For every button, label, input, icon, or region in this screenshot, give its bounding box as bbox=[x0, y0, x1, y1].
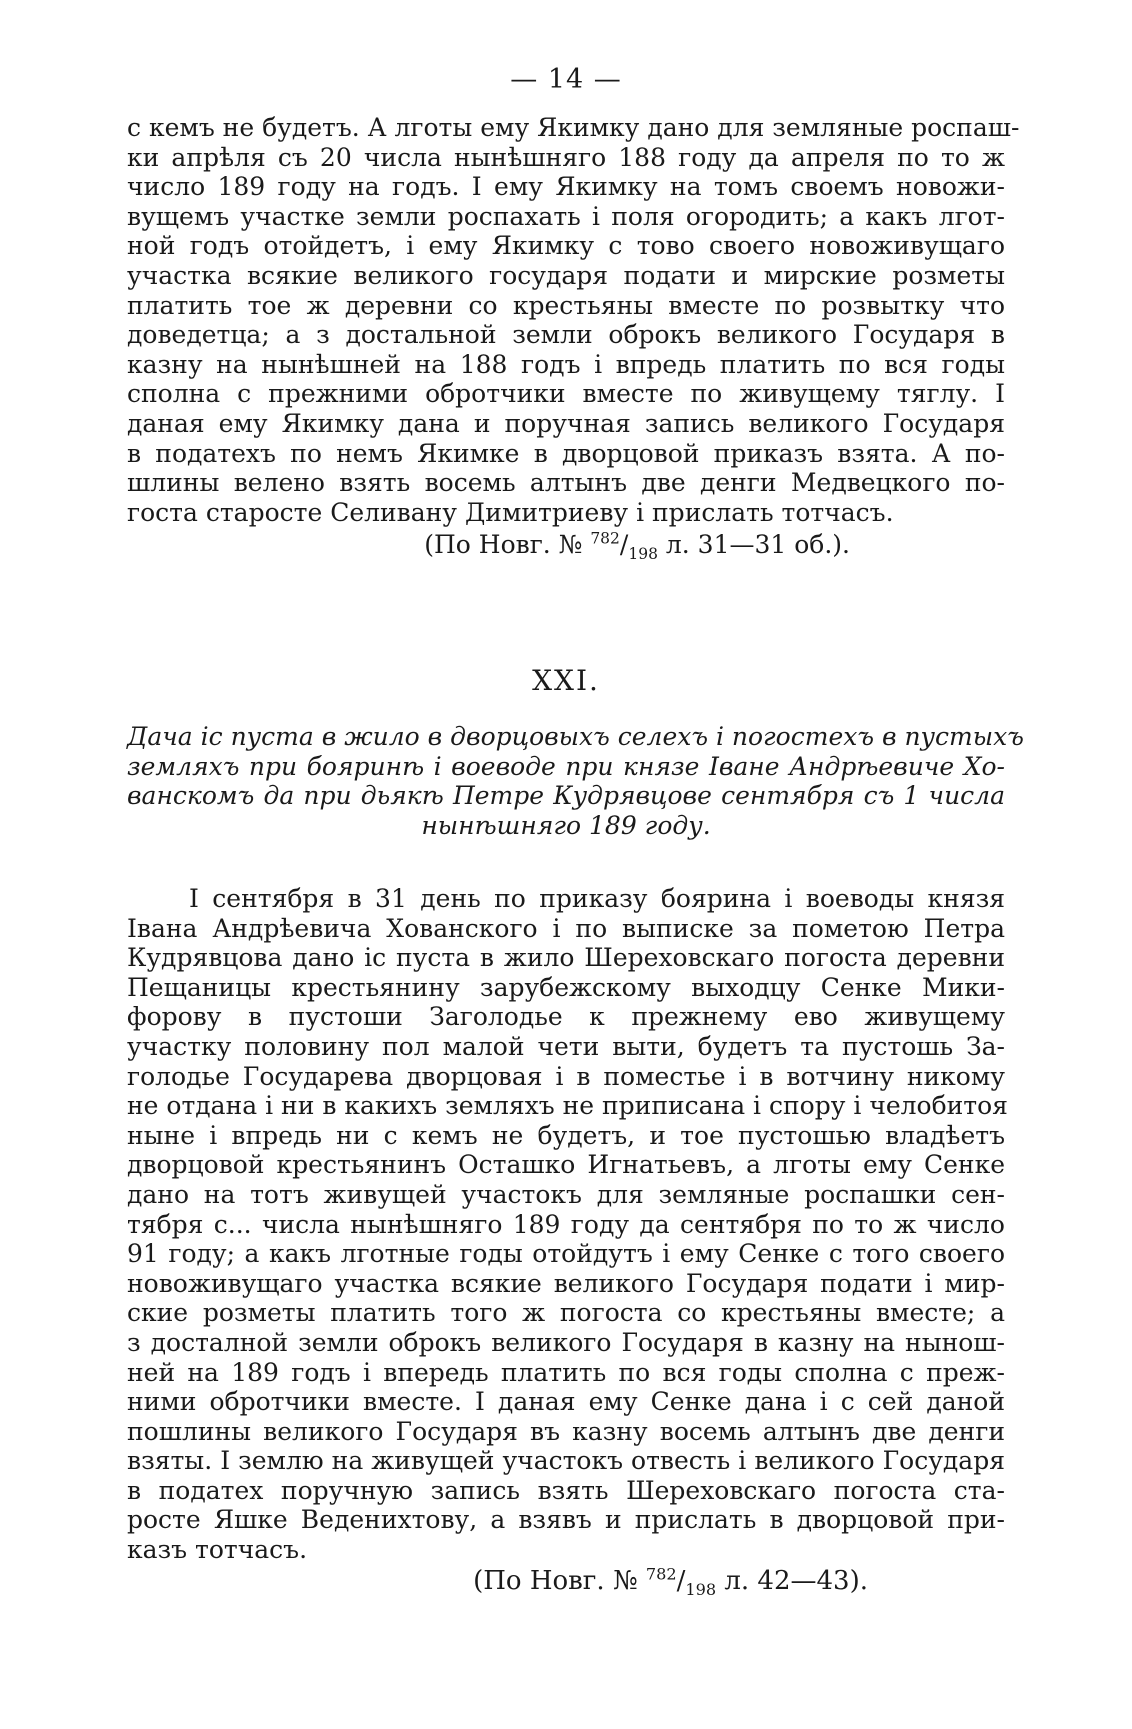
text-line: Івана Андрѣевича Хованского і по выписке за пометою Петра bbox=[127, 913, 1005, 943]
text-line: Кудрявцова дано іс пуста в жило Шереховскаго погоста деревни bbox=[127, 943, 1005, 973]
text-line: даная ему Якимку дана и поручная запись великого Государя bbox=[127, 408, 1005, 438]
section-heading bbox=[127, 722, 1024, 840]
reference-denominator: 198 bbox=[628, 545, 658, 563]
text-line: доведетца; а з достальной земли оброкъ великого Государя в bbox=[127, 320, 1005, 350]
text-line: голодье Государева дворцовая і в поместье і в вотчину никому bbox=[127, 1061, 1005, 1091]
text-line: участку половину пол малой чети выти, будетъ та пустошь За- bbox=[127, 1031, 1005, 1061]
text-line: з досталной земли оброкъ великого Государя в казну на нынош- bbox=[127, 1327, 1005, 1357]
heading-line: земляхъ при бояринѣ і воеводе при князе Іване Андрѣевиче Хо- bbox=[127, 751, 1005, 781]
heading-line: ванскомъ да при дьякѣ Петре Кудрявцове сентября съ 1 числа bbox=[127, 781, 1005, 811]
text-line: вущемъ участке земли роспахать і поля огородить; а какъ лгот- bbox=[127, 201, 1005, 231]
text-line: ские розметы платить того ж погоста со крестьяны вместе; а bbox=[127, 1298, 1005, 1328]
text-line: дано на тотъ живущей участокъ для земляные роспашки сен- bbox=[127, 1179, 1005, 1209]
text-line: число 189 году на годъ. I ему Якимку на томъ своемъ новожи- bbox=[127, 172, 1005, 202]
reference-suffix: л. 31—31 об.). bbox=[665, 530, 850, 559]
text-line: платить тое ж деревни со крестьяны вместе по розвытку что bbox=[127, 290, 1005, 320]
text-line: взяты. I землю на живущей участокъ отвесть і великого Государя bbox=[127, 1446, 1005, 1476]
reference-numerator: 782 bbox=[645, 1564, 677, 1584]
text-line: в податехъ по немъ Якимке в дворцовой приказъ взята. А по- bbox=[127, 438, 1005, 468]
text-line: в податех поручную запись взять Шереховскаго погоста ста- bbox=[127, 1475, 1005, 1505]
reference-prefix: (По Новг. № bbox=[473, 1566, 638, 1596]
text-line: ки апрѣля съ 20 числа нынѣшняго 188 году да апреля по то ж bbox=[127, 142, 1005, 172]
text-line: участка всякие великого государя подати и мирские розметы bbox=[127, 260, 1005, 290]
reference-suffix: л. 42—43). bbox=[724, 1566, 868, 1596]
text-line: ней на 189 годъ і впередь платить по вся годы сполна с преж- bbox=[127, 1357, 1005, 1387]
text-line: новоживущаго участка всякие великого Государя подати і мир- bbox=[127, 1268, 1005, 1298]
text-line: Пещаницы крестьянину зарубежскому выходцу Сенке Мики- bbox=[127, 972, 1005, 1002]
text-line: госта старосте Селивану Димитриеву і прислать тотчасъ. bbox=[127, 497, 894, 527]
text-line: росте Яшке Веденихтову, а взявъ и прислать в дворцовой при- bbox=[127, 1505, 1005, 1535]
text-line: тября с... числа нынѣшняго 189 году да сентября по то ж число bbox=[127, 1209, 1005, 1239]
text-line: казъ тотчасъ. bbox=[127, 1535, 308, 1565]
page-number: — 14 — bbox=[510, 64, 622, 95]
section-1-reference: (По Новг. № $^{782}/_{198}$ л. 31—31 об.). bbox=[424, 529, 850, 563]
text-line: дворцовой крестьянинъ Осташко Игнатьевъ, а лготы ему Сенке bbox=[127, 1150, 1005, 1180]
section-2-text bbox=[127, 884, 1008, 1565]
text-line: I сентября в 31 день по приказу боярина і воеводы князя bbox=[189, 884, 1005, 913]
section-1-text bbox=[127, 113, 1020, 527]
reference-prefix: (По Новг. № bbox=[424, 530, 583, 559]
text-line: форову в пустоши Заголодье к прежнему ево живущему bbox=[127, 1002, 1005, 1032]
text-line: ними обротчики вместе. I даная ему Сенке дана і с сей даной bbox=[127, 1387, 1005, 1417]
heading-line: нынѣшняго 189 году. bbox=[421, 810, 711, 840]
text-line: шлины велено взять восемь алтынъ две денги Медвецкого по- bbox=[127, 468, 1005, 498]
section-number: XXI. bbox=[532, 664, 600, 697]
text-line: ныне і впредь ни с кемъ не будетъ, и тое пустошью владѣетъ bbox=[127, 1120, 1005, 1150]
text-line: пошлины великого Государя въ казну восемь алтынъ две денги bbox=[127, 1416, 1005, 1446]
reference-denominator: 198 bbox=[685, 1580, 717, 1600]
reference-numerator: 782 bbox=[590, 529, 620, 548]
text-line: казну на нынѣшней на 188 годъ і впредь платить по вся годы bbox=[127, 349, 1005, 379]
text-line: сполна с прежними обротчики вместе по живущему тяглу. I bbox=[127, 379, 1005, 409]
text-line: не отдана і ни в какихъ земляхъ не приписана і спору і челобитоя bbox=[127, 1091, 1008, 1121]
heading-line: Дача іс пуста в жило в дворцовыхъ селехъ і погостехъ в пустыхъ bbox=[127, 722, 1024, 751]
text-line: 91 году; а какъ лготные годы отойдутъ і ему Сенке с того своего bbox=[127, 1239, 1005, 1269]
section-2-reference: (По Новг. № $^{782}/_{198}$ л. 42—43). bbox=[473, 1564, 868, 1600]
text-line: с кемъ не будетъ. А лготы ему Якимку дано для земляные роспаш- bbox=[127, 113, 1020, 142]
text-line: ной годъ отойдетъ, і ему Якимку с тово своего новоживущаго bbox=[127, 231, 1005, 261]
